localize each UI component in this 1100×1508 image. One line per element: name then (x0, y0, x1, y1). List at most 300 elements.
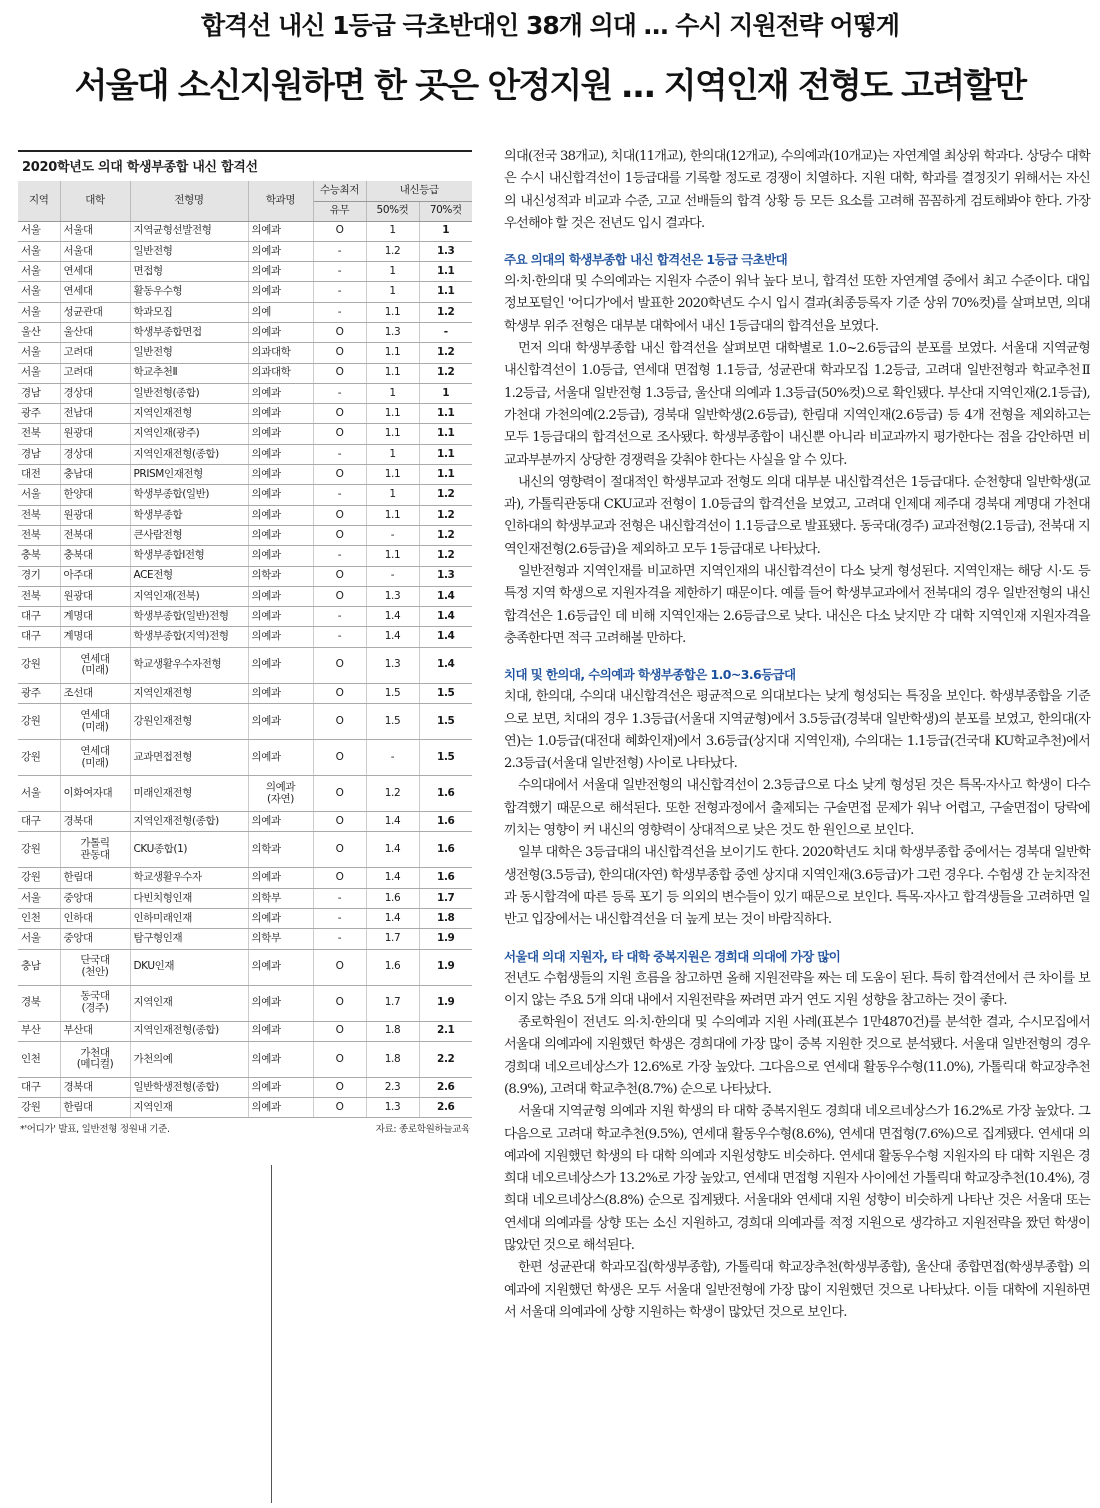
cell-dept: 의예과 (248, 627, 313, 647)
cell-track: 큰사람전형 (130, 525, 248, 545)
cell-p50: 1.1 (366, 424, 419, 444)
cell-region: 충북 (18, 546, 60, 566)
cell-dept: 의학부 (248, 888, 313, 908)
cell-dept: 의예과 (248, 424, 313, 444)
cell-univ: 전북대 (60, 525, 130, 545)
cell-region: 부산 (18, 1021, 60, 1041)
cell-p70: 2.2 (419, 1041, 472, 1077)
cell-dept: 의예과 (248, 282, 313, 302)
cell-p50: 1 (366, 485, 419, 505)
cell-region: 충남 (18, 949, 60, 985)
cell-suneung: - (313, 929, 366, 949)
cell-dept: 의예과 (248, 546, 313, 566)
table-row (18, 566, 472, 586)
cell-univ: 서울대 (60, 241, 130, 261)
paragraph: 전년도 수험생들의 지원 흐름을 참고하면 올해 지원전략을 짜는 데 도움이 된다. 특히 합격선에서 큰 차이를 보이지 않는 주요 5개 의대 내에서 지원전략을 짜려면 과거 연도 지원 성향을 참고하는 것이 좋다. (504, 970, 1090, 1008)
cell-p70: 1.9 (419, 929, 472, 949)
admission-cutoff-table (18, 181, 472, 1118)
table-row (18, 221, 472, 241)
paragraph: 일부 대학은 3등급대의 내신합격선을 보이기도 한다. 2020학년도 치대 학생부종합 중에서는 경북대 일반학생전형(3.5등급), 한의대(자연) 학생부종합 중엔 상지대 지역인재(3.6등급)가 그런 경우다. 수험생 간 눈치작전과 동시합격에 따른 등록 포기 등 의외의 변수들이 있기 때문으로 보인다. 특목·자사고 합격생들을 고려하면 일반고 입장에서는 내신합격선을 더 높게 보는 것이 바람직하다. (504, 845, 1090, 928)
table-row (18, 985, 472, 1021)
cell-p50: 1.7 (366, 985, 419, 1021)
cell-dept: 의학과 (248, 832, 313, 868)
col-header-region: 지역 (18, 181, 60, 221)
table-row (18, 546, 472, 566)
cell-p70: 1.6 (419, 868, 472, 888)
cell-region: 대구 (18, 627, 60, 647)
cell-suneung: O (313, 1077, 366, 1097)
cell-track: 학생부종합(지역)전형 (130, 627, 248, 647)
cell-p50: 1.2 (366, 776, 419, 812)
cell-track: 면접형 (130, 262, 248, 282)
cell-suneung: O (313, 363, 366, 383)
cell-suneung: O (313, 868, 366, 888)
cell-dept: 의예과 (248, 740, 313, 776)
cell-p70: 1.5 (419, 683, 472, 703)
cell-univ: 울산대 (60, 322, 130, 342)
cell-p50: 1.4 (366, 627, 419, 647)
cell-track: 지역균형선발전형 (130, 221, 248, 241)
cell-track: 지역인재전형(종합) (130, 812, 248, 832)
cell-univ: 경북대 (60, 1077, 130, 1097)
column-divider (271, 1165, 272, 1503)
table-row (18, 241, 472, 261)
cell-p50: 1.4 (366, 868, 419, 888)
cell-suneung: O (313, 465, 366, 485)
article-body (504, 146, 1090, 1324)
cell-univ: 연세대 (미래) (60, 704, 130, 740)
cell-dept: 의예과 (248, 485, 313, 505)
cell-region: 전북 (18, 525, 60, 545)
cell-p70: 1.2 (419, 302, 472, 322)
cell-p70: 1.1 (419, 424, 472, 444)
cell-dept: 의예과 (248, 949, 313, 985)
cell-p70: 1.1 (419, 262, 472, 282)
section-heading: 서울대 의대 지원자, 타 대학 중복지원은 경희대 의대에 가장 많이 (504, 948, 841, 964)
col-header-p50: 50%컷 (366, 201, 419, 221)
table-row (18, 485, 472, 505)
cell-p70: - (419, 322, 472, 342)
table-row (18, 868, 472, 888)
cell-track: 지역인재전형 (130, 683, 248, 703)
cell-univ: 부산대 (60, 1021, 130, 1041)
cell-track: 학과모집 (130, 302, 248, 322)
cell-p50: 1.5 (366, 704, 419, 740)
cell-p70: 1.6 (419, 776, 472, 812)
cell-dept: 의학과 (248, 566, 313, 586)
cell-region: 전북 (18, 505, 60, 525)
table-row (18, 908, 472, 928)
cell-track: 활동우수형 (130, 282, 248, 302)
table-row (18, 262, 472, 282)
cell-univ: 경북대 (60, 812, 130, 832)
cell-univ: 연세대 (60, 262, 130, 282)
cell-p70: 1.6 (419, 832, 472, 868)
cell-suneung: O (313, 424, 366, 444)
cell-track: 학교추천Ⅱ (130, 363, 248, 383)
cell-dept: 의예과 (248, 322, 313, 342)
cell-p70: 2.6 (419, 1098, 472, 1118)
paragraph: 일반전형과 지역인재를 비교하면 지역인재의 내신합격선이 다소 낮게 형성된다. 지역인재는 해당 시·도 등 특정 지역 학생으로 지원자격을 제한하기 때문이다. 예를 들어 학생부교과에서 전북대의 경우 일반전형의 내신합격선은 1.6등급인 데 비해 지역인재는 2.6등급으로 낮다. 내신은 다소 낮지만 각 대학 지역인재 지원자격을 충족한다면 적극 고려해볼 만하다. (504, 564, 1090, 646)
cell-suneung: - (313, 282, 366, 302)
cell-univ: 동국대 (경주) (60, 985, 130, 1021)
cell-suneung: - (313, 485, 366, 505)
cell-dept: 의예과 (248, 704, 313, 740)
cell-dept: 의예과 (248, 1041, 313, 1077)
cell-track: 일반전형 (130, 343, 248, 363)
cell-suneung: - (313, 302, 366, 322)
cell-suneung: - (313, 888, 366, 908)
table-row (18, 1021, 472, 1041)
cell-p70: 1.2 (419, 546, 472, 566)
cell-p70: 1.5 (419, 740, 472, 776)
cell-suneung: - (313, 627, 366, 647)
cell-track: 학생부종합(일반)전형 (130, 607, 248, 627)
cell-p70: 1.2 (419, 363, 472, 383)
cell-p70: 1.3 (419, 566, 472, 586)
cell-dept: 의예과 (248, 241, 313, 261)
col-header-suneung: 수능최저 (313, 181, 366, 201)
cell-p50: 1.6 (366, 949, 419, 985)
cell-dept: 의예과 (248, 221, 313, 241)
table-row (18, 683, 472, 703)
cell-dept: 의예 (248, 302, 313, 322)
cell-univ: 한림대 (60, 868, 130, 888)
paragraph: 내신의 영향력이 절대적인 학생부교과 전형도 의대 대부분 내신합격선은 1등급대다. 순천향대 일반학생(교과), 가톨릭관동대 CKU교과 전형이 1.0등급의 합격선을 보였고, 고려대 인제대 제주대 경북대 계명대 가천대 인하대의 학생부교과 전형은 내신합격선이 1.1등급으로 발표됐다. 동국대(경주) 교과전형(2.1등급), 전북대 지역인재전형(2.6등급)을 제외하고 모두 1등급대로 나타났다. (504, 474, 1090, 557)
cell-suneung: O (313, 1021, 366, 1041)
table-source: 자료: 종로학원하늘교육 (375, 1124, 470, 1136)
cell-region: 서울 (18, 776, 60, 812)
cell-univ: 연세대 (미래) (60, 647, 130, 683)
cell-track: 지역인재 (130, 985, 248, 1021)
paragraph: 한편 성균관대 학과모집(학생부종합), 가톨릭대 학교장추천(학생부종합), 울산대 종합면접(학생부종합) 의예과에 지원했던 학생은 모두 서울대 일반전형에 가장 많이 지원했던 것으로 나타났다. 이들 대학에 지원하면서 서울대 의예과에 상향 지원하는 학생이 많았던 것으로 보인다. (504, 1260, 1090, 1320)
cell-region: 강원 (18, 832, 60, 868)
cell-track: 학생부종합면접 (130, 322, 248, 342)
cell-region: 강원 (18, 868, 60, 888)
paragraph: 먼저 의대 학생부종합 내신 합격선을 살펴보면 대학별로 1.0~2.6등급의 분포를 보였다. 서울대 지역균형 내신합격선이 1.0등급, 연세대 면접형 1.1등급, 성균관대 학과모집 1.2등급, 고려대 일반전형과 학교추천Ⅱ 1.2등급, 서울대 일반전형 1.3등급, 울산대 의예과 1.3등급(50%컷)으로 확인됐다. 부산대 지역인재(2.1등급), 가천대 가천의예(2.2등급), 경북대 일반학생(2.6등급), 한림대 지역인재(2.6등급) 등 4개 전형을 제외하고는 모두 1등급대의 합격선으로 조사됐다. 학생부종합이 내신뿐 아니라 비교과까지 평가한다는 점을 감안하면 비교과부분까지 상당한 경쟁력을 갖춰야 한다는 사실을 알 수 있다. (504, 341, 1090, 468)
cell-suneung: - (313, 908, 366, 928)
section-heading: 주요 의대의 학생부종합 내신 합격선은 1등급 극초반대 (504, 252, 788, 268)
paragraph: 치대, 한의대, 수의대 내신합격선은 평균적으로 의대보다는 낮게 형성되는 특징을 보인다. 학생부종합을 기준으로 보면, 치대의 경우 1.3등급(서울대 지역균형)에서 3.5등급(경북대 일반학생)의 분포를 보였고, 한의대(자연)는 1.0등급(대전대 혜화인재)에서 3.6등급(상지대 지역인재), 수의대는 1.1등급(건국대 KU학교추천)에서 2.3등급(서울대 일반전형) 사이로 나타났다. (504, 689, 1090, 772)
cell-dept: 의예과 (자연) (248, 776, 313, 812)
table-row (18, 627, 472, 647)
cell-p70: 2.1 (419, 1021, 472, 1041)
cell-dept: 의예과 (248, 525, 313, 545)
cell-p50: 1.5 (366, 683, 419, 703)
admission-table-box (18, 150, 472, 1135)
cell-suneung: O (313, 740, 366, 776)
cell-p50: 1.3 (366, 647, 419, 683)
cell-p50: 1.1 (366, 546, 419, 566)
cell-track: 지역인재(전북) (130, 586, 248, 606)
cell-track: 교과면접전형 (130, 740, 248, 776)
cell-dept: 의학부 (248, 929, 313, 949)
cell-p70: 1.7 (419, 888, 472, 908)
cell-univ: 계명대 (60, 607, 130, 627)
cell-p70: 1.1 (419, 465, 472, 485)
cell-dept: 의과대학 (248, 343, 313, 363)
cell-suneung: O (313, 985, 366, 1021)
cell-track: 지역인재전형(종합) (130, 1021, 248, 1041)
cell-p50: 1.1 (366, 465, 419, 485)
cell-suneung: O (313, 566, 366, 586)
col-header-grade: 내신등급 (366, 181, 472, 201)
table-row (18, 1077, 472, 1097)
col-header-p70: 70%컷 (419, 201, 472, 221)
cell-dept: 의예과 (248, 262, 313, 282)
cell-track: 일반전형 (130, 241, 248, 261)
cell-region: 서울 (18, 485, 60, 505)
table-row (18, 465, 472, 485)
cell-track: 일반전형(종합) (130, 383, 248, 403)
cell-region: 경남 (18, 444, 60, 464)
cell-track: 지역인재(광주) (130, 424, 248, 444)
table-row (18, 322, 472, 342)
table-row (18, 1041, 472, 1077)
table-row (18, 776, 472, 812)
cell-dept: 의예과 (248, 1021, 313, 1041)
cell-p70: 1.8 (419, 908, 472, 928)
cell-p70: 1.2 (419, 343, 472, 363)
cell-univ: 인하대 (60, 908, 130, 928)
cell-track: CKU종합(1) (130, 832, 248, 868)
cell-suneung: O (313, 221, 366, 241)
cell-p70: 1.1 (419, 282, 472, 302)
cell-track: ACE전형 (130, 566, 248, 586)
cell-p50: - (366, 566, 419, 586)
cell-p70: 1.4 (419, 627, 472, 647)
table-row (18, 888, 472, 908)
cell-p50: 1.3 (366, 1098, 419, 1118)
cell-region: 서울 (18, 302, 60, 322)
cell-region: 대전 (18, 465, 60, 485)
cell-p70: 1.2 (419, 525, 472, 545)
cell-suneung: O (313, 586, 366, 606)
cell-p50: 1.7 (366, 929, 419, 949)
cell-track: 일반학생전형(종합) (130, 1077, 248, 1097)
table-row (18, 812, 472, 832)
cell-dept: 의예과 (248, 465, 313, 485)
cell-p50: 1.1 (366, 404, 419, 424)
cell-p50: 1.3 (366, 586, 419, 606)
cell-suneung: O (313, 343, 366, 363)
paragraph: 서울대 지역균형 의예과 지원 학생의 타 대학 중복지원도 경희대 네오르네상스가 16.2%로 가장 높았다. 그다음으로 고려대 학교추천(9.5%), 연세대 활동우수형(8.6%), 연세대 면접형(7.6%)으로 집계됐다. 연세대 의예과에 지원했던 학생의 타 대학 의예과 지원성향도 비슷하다. 연세대 활동우수형 지원자의 타 대학 지원은 경희대 네오르네상스가 13.2%로 가장 높았고, 연세대 면접형 지원자 사이에선 가톨릭대 학교장추천(10.4%), 경희대 네오르네상스(8.8%) 순으로 집계됐다. 서울대와 연세대 지원 성향이 비슷하게 나타난 것은 서울대 또는 연세대 의예과를 상향 또는 소신 지원하고, 경희대 의예과를 적정 지원으로 생각하고 지원전략을 짰던 학생이 많았던 것으로 해석된다. (504, 1104, 1090, 1254)
table-row (18, 444, 472, 464)
cell-univ: 연세대 (미래) (60, 740, 130, 776)
table-row (18, 1098, 472, 1118)
cell-region: 인천 (18, 908, 60, 928)
cell-univ: 이화여자대 (60, 776, 130, 812)
cell-suneung: O (313, 505, 366, 525)
cell-region: 경기 (18, 566, 60, 586)
cell-univ: 원광대 (60, 505, 130, 525)
cell-p50: 2.3 (366, 1077, 419, 1097)
cell-region: 광주 (18, 404, 60, 424)
cell-region: 전북 (18, 586, 60, 606)
cell-p50: 1 (366, 221, 419, 241)
cell-track: 학교생활우수자전형 (130, 647, 248, 683)
cell-p70: 2.6 (419, 1077, 472, 1097)
cell-p70: 1.4 (419, 647, 472, 683)
cell-region: 강원 (18, 647, 60, 683)
paragraph: 의·치·한의대 및 수의예과는 지원자 수준이 워낙 높다 보니, 합격선 또한 자연계열 중에서 최고 수준이다. 대입정보포털인 '어디가'에서 발표한 2020학년도 수시 입시 결과(최종등록자 기준 상위 70%컷)를 살펴보면, 의대 학생부 위주 전형은 대부분 대학에서 내신 1등급대의 합격선을 보였다. (504, 274, 1090, 334)
paragraph: 의대(전국 38개교), 치대(11개교), 한의대(12개교), 수의예과(10개교)는 자연계열 최상위 학과다. 상당수 대학은 수시 내신합격선이 1등급대를 기록할 정도로 경쟁이 치열하다. 지원 대학, 학과를 결정짓기 위해서는 자신의 내신성적과 비교과 수준, 고교 선배들의 합격 상황 등 모든 요소를 고려해 꼼꼼하게 검토해봐야 한다. 가장 우선해야 할 것은 전년도 입시 결과다. (504, 149, 1090, 231)
cell-track: 인하미래인재 (130, 908, 248, 928)
cell-suneung: O (313, 647, 366, 683)
cell-region: 서울 (18, 262, 60, 282)
cell-suneung: O (313, 812, 366, 832)
cell-region: 서울 (18, 221, 60, 241)
cell-suneung: O (313, 1041, 366, 1077)
cell-dept: 의예과 (248, 383, 313, 403)
table-footer (18, 1118, 472, 1135)
cell-dept: 의예과 (248, 607, 313, 627)
cell-p70: 1.9 (419, 985, 472, 1021)
cell-univ: 충남대 (60, 465, 130, 485)
cell-p70: 1.2 (419, 505, 472, 525)
cell-univ: 원광대 (60, 424, 130, 444)
table-row (18, 740, 472, 776)
cell-region: 강원 (18, 740, 60, 776)
cell-track: PRISM인재전형 (130, 465, 248, 485)
cell-univ: 조선대 (60, 683, 130, 703)
cell-p70: 1.5 (419, 704, 472, 740)
cell-univ: 계명대 (60, 627, 130, 647)
cell-p50: 1 (366, 444, 419, 464)
cell-p50: 1.8 (366, 1041, 419, 1077)
cell-dept: 의예과 (248, 444, 313, 464)
cell-dept: 의예과 (248, 1077, 313, 1097)
table-row (18, 929, 472, 949)
cell-region: 서울 (18, 888, 60, 908)
cell-p50: 1.6 (366, 888, 419, 908)
cell-suneung: O (313, 832, 366, 868)
cell-univ: 단국대 (천안) (60, 949, 130, 985)
cell-track: 지역인재전형(종합) (130, 444, 248, 464)
col-header-univ: 대학 (60, 181, 130, 221)
cell-suneung: - (313, 444, 366, 464)
table-row (18, 302, 472, 322)
table-body (18, 221, 472, 1118)
cell-p50: 1.4 (366, 908, 419, 928)
cell-p50: 1.3 (366, 322, 419, 342)
col-header-has: 유무 (313, 201, 366, 221)
cell-p70: 1.1 (419, 444, 472, 464)
cell-dept: 의예과 (248, 586, 313, 606)
cell-univ: 가톨릭 관동대 (60, 832, 130, 868)
cell-track: 지역인재전형 (130, 404, 248, 424)
cell-suneung: O (313, 1098, 366, 1118)
cell-p50: 1.2 (366, 241, 419, 261)
cell-track: 학교생활우수자 (130, 868, 248, 888)
cell-p70: 1.6 (419, 812, 472, 832)
table-row (18, 832, 472, 868)
cell-univ: 한양대 (60, 485, 130, 505)
cell-region: 강원 (18, 1098, 60, 1118)
cell-region: 광주 (18, 683, 60, 703)
cell-p70: 1.4 (419, 607, 472, 627)
table-row (18, 525, 472, 545)
cell-suneung: O (313, 322, 366, 342)
cell-p70: 1 (419, 221, 472, 241)
cell-p70: 1 (419, 383, 472, 403)
cell-p50: 1 (366, 383, 419, 403)
cell-dept: 의예과 (248, 647, 313, 683)
table-row (18, 424, 472, 444)
cell-region: 경북 (18, 985, 60, 1021)
cell-p50: 1 (366, 262, 419, 282)
cell-univ: 성균관대 (60, 302, 130, 322)
cell-univ: 아주대 (60, 566, 130, 586)
cell-suneung: - (313, 241, 366, 261)
cell-region: 울산 (18, 322, 60, 342)
cell-dept: 의과대학 (248, 363, 313, 383)
cell-suneung: O (313, 404, 366, 424)
cell-suneung: O (313, 776, 366, 812)
cell-region: 서울 (18, 343, 60, 363)
subheadline: 합격선 내신 1등급 극초반대인 38개 의대 … 수시 지원전략 어떻게 (200, 11, 900, 40)
cell-univ: 가천대 (메디컬) (60, 1041, 130, 1077)
table-row (18, 505, 472, 525)
cell-p50: 1.1 (366, 302, 419, 322)
table-row (18, 704, 472, 740)
cell-p50: 1.8 (366, 1021, 419, 1041)
cell-p70: 1.4 (419, 586, 472, 606)
table-row (18, 343, 472, 363)
cell-suneung: - (313, 607, 366, 627)
cell-dept: 의예과 (248, 812, 313, 832)
cell-track: 강원인재전형 (130, 704, 248, 740)
cell-track: 학생부종합(일반) (130, 485, 248, 505)
cell-suneung: - (313, 383, 366, 403)
section-heading: 치대 및 한의대, 수의예과 학생부종합은 1.0~3.6등급대 (504, 667, 796, 683)
cell-p70: 1.1 (419, 404, 472, 424)
table-row (18, 586, 472, 606)
table-row (18, 282, 472, 302)
table-row (18, 949, 472, 985)
cell-univ: 원광대 (60, 586, 130, 606)
cell-p70: 1.2 (419, 485, 472, 505)
cell-region: 대구 (18, 812, 60, 832)
cell-region: 대구 (18, 1077, 60, 1097)
cell-p50: 1.1 (366, 343, 419, 363)
cell-p70: 1.9 (419, 949, 472, 985)
table-row (18, 383, 472, 403)
cell-univ: 중앙대 (60, 888, 130, 908)
cell-dept: 의예과 (248, 404, 313, 424)
headline: 서울대 소신지원하면 한 곳은 안정지원 … 지역인재 전형도 고려할만 (74, 66, 1026, 106)
table-row (18, 404, 472, 424)
cell-track: 학생부종합Ⅰ전형 (130, 546, 248, 566)
cell-region: 경남 (18, 383, 60, 403)
cell-region: 강원 (18, 704, 60, 740)
cell-univ: 연세대 (60, 282, 130, 302)
cell-region: 서울 (18, 241, 60, 261)
cell-track: 탐구형인재 (130, 929, 248, 949)
cell-track: DKU인재 (130, 949, 248, 985)
cell-univ: 경상대 (60, 383, 130, 403)
cell-dept: 의예과 (248, 683, 313, 703)
cell-suneung: O (313, 949, 366, 985)
cell-suneung: - (313, 262, 366, 282)
cell-region: 대구 (18, 607, 60, 627)
cell-univ: 한림대 (60, 1098, 130, 1118)
cell-p50: 1.4 (366, 607, 419, 627)
cell-region: 전북 (18, 424, 60, 444)
cell-p50: 1.4 (366, 812, 419, 832)
cell-p50: 1.1 (366, 363, 419, 383)
cell-p50: - (366, 740, 419, 776)
